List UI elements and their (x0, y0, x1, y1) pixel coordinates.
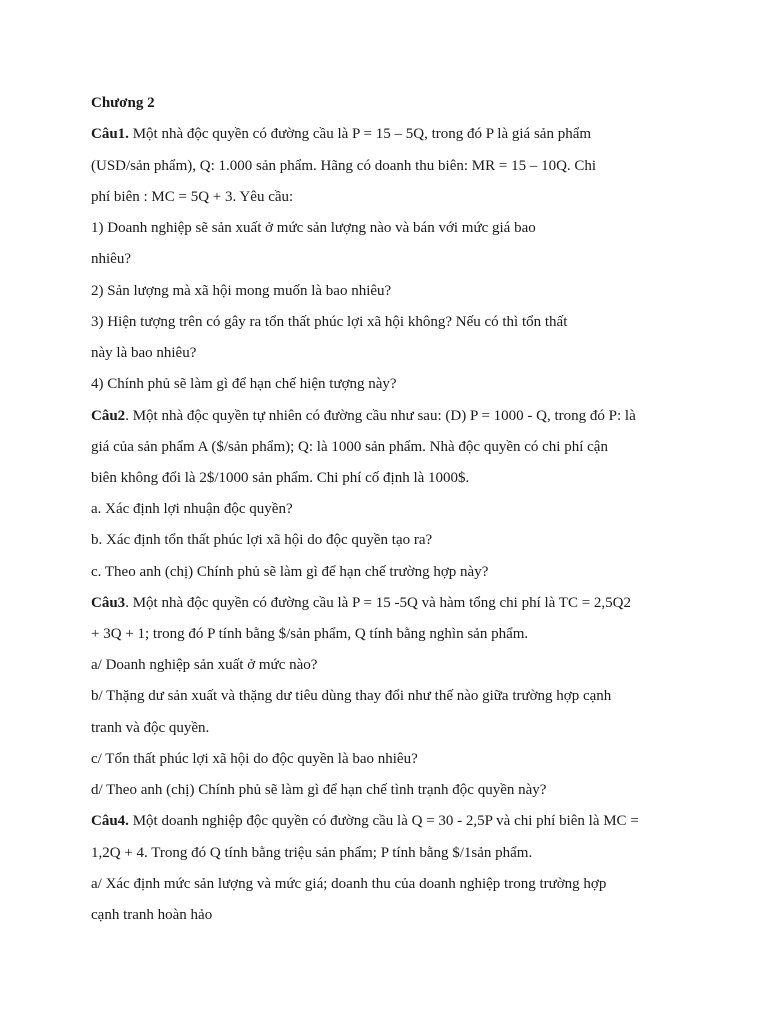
question-4-line (91, 811, 639, 831)
question-3-item: b/ Thặng dư sản xuất và thặng dư tiêu dùng thay đổi như thế nào giữa trường hợp cạnh (91, 688, 612, 704)
question-4-line: 1,2Q + 4. Trong đó Q tính bằng triệu sản phẩm; P tính bằng $/1sản phẩm. (91, 845, 533, 861)
question-3-item: c/ Tổn thất phúc lợi xã hội do độc quyền là bao nhiêu? (91, 751, 418, 767)
question-3-line: + 3Q + 1; trong đó P tính bằng $/sản phẩm, Q tính bằng nghìn sản phẩm. (91, 626, 529, 642)
question-1-line: (USD/sản phẩm), Q: 1.000 sản phẩm. Hãng có doanh thu biên: MR = 15 – 10Q. Chi (91, 158, 597, 174)
question-3-text: . Một nhà độc quyền có đường cầu là P = 15 -5Q và hàm tổng chi phí là TC = 2,5Q2 (125, 595, 632, 611)
question-3-item: tranh và độc quyền. (91, 720, 210, 736)
question-1-item: 4) Chính phủ sẽ làm gì để hạn chế hiện tượng này? (91, 376, 397, 392)
question-3-item: a/ Doanh nghiệp sản xuất ở mức nào? (91, 657, 318, 673)
question-4-item: cạnh tranh hoàn hảo (91, 907, 213, 923)
question-1-text: Một nhà độc quyền có đường cầu là P = 15 – 5Q, trong đó P là giá sản phẩm (128, 126, 592, 142)
question-4-text: Một doanh nghiệp độc quyền có đường cầu là Q = 30 - 2,5P và chi phí biên là MC = (128, 813, 639, 829)
question-1-line: phí biên : MC = 5Q + 3. Yêu cầu: (91, 189, 294, 205)
question-2-line: biên không đổi là 2$/1000 sản phẩm. Chi phí cố định là 1000$. (91, 470, 470, 486)
question-4-label: Câu4. (91, 813, 129, 829)
question-1-line (91, 124, 591, 144)
question-4-item: a/ Xác định mức sản lượng và mức giá; doanh thu của doanh nghiệp trong trường hợp (91, 876, 607, 892)
question-1-item: 2) Sản lượng mà xã hội mong muốn là bao nhiêu? (91, 283, 392, 299)
question-1-item: này là bao nhiêu? (91, 345, 197, 361)
question-2-label: Câu2 (91, 408, 126, 424)
question-2-item: b. Xác định tổn thất phúc lợi xã hội do độc quyền tạo ra? (91, 532, 433, 548)
question-2-item: c. Theo anh (chị) Chính phủ sẽ làm gì để hạn chế trường hợp này? (91, 564, 489, 580)
question-1-item: 3) Hiện tượng trên có gây ra tổn thất phúc lợi xã hội không? Nếu có thì tổn thất (91, 314, 568, 330)
question-3-item: d/ Theo anh (chị) Chính phủ sẽ làm gì để hạn chế tình trạnh độc quyền này? (91, 782, 547, 798)
question-2-line: giá của sản phẩm A ($/sản phẩm); Q: là 1000 sản phẩm. Nhà độc quyền có chi phí cận (91, 439, 608, 455)
question-2-item: a. Xác định lợi nhuận độc quyền? (91, 501, 293, 517)
question-1-item: 1) Doanh nghiệp sẽ sản xuất ở mức sản lượng nào và bán với mức giá bao (91, 220, 536, 236)
question-2-line (91, 406, 636, 426)
question-1-item: nhiêu? (91, 251, 131, 267)
question-1-label: Câu1. (91, 126, 129, 142)
question-2-text: . Một nhà độc quyền tự nhiên có đường cầu như sau: (D) P = 1000 - Q, trong đó P: là (125, 408, 636, 424)
question-3-line (91, 593, 631, 613)
chapter-title: Chương 2 (91, 95, 155, 111)
question-3-label: Câu3 (91, 595, 126, 611)
